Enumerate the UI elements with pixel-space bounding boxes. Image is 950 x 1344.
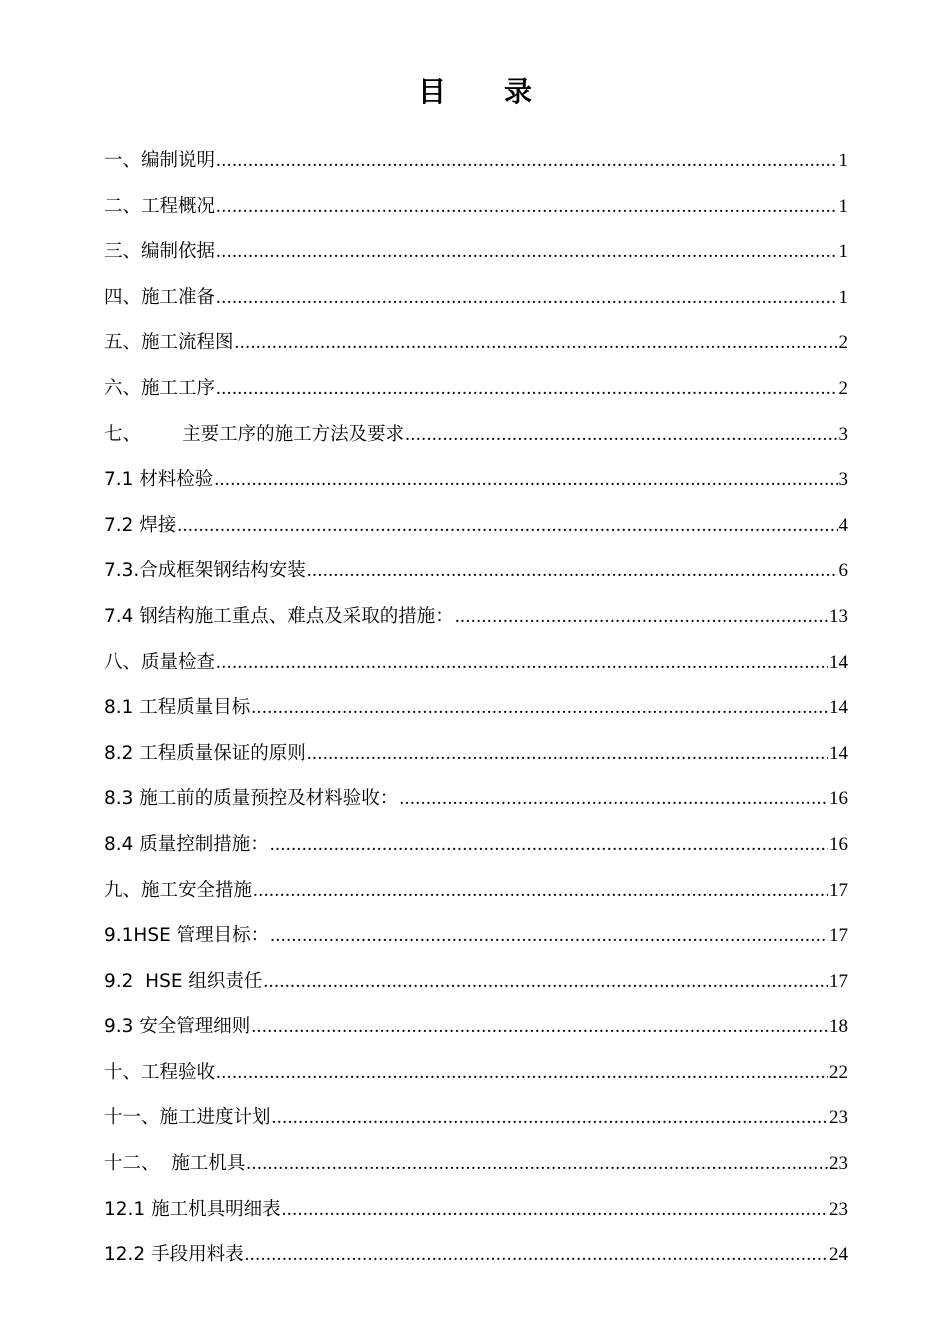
toc-entry[interactable] xyxy=(104,1004,848,1050)
dot-leader xyxy=(455,594,828,640)
toc-entry-page: 17 xyxy=(829,925,848,947)
toc-entry-label: 9.1HSE 管理目标： xyxy=(104,925,270,947)
toc-entry[interactable] xyxy=(104,1141,848,1187)
toc-entry-page: 23 xyxy=(829,1107,848,1129)
toc-entry-page: 3 xyxy=(838,469,848,491)
toc-entry-label: 八、质量检查 xyxy=(104,651,216,673)
dot-leader xyxy=(282,1187,828,1233)
dot-leader xyxy=(245,1232,828,1278)
toc-entry-page: 2 xyxy=(838,332,848,354)
toc-entry-label: 9.3 安全管理细则 xyxy=(104,1016,251,1038)
toc-entry-page: 17 xyxy=(829,970,848,992)
toc-entry[interactable] xyxy=(104,320,848,366)
dot-leader xyxy=(272,1095,828,1141)
toc-entry[interactable] xyxy=(104,503,848,549)
toc-entry-page: 6 xyxy=(838,560,848,582)
toc-entry[interactable] xyxy=(104,229,848,275)
toc-entry-label: 一、编制说明 xyxy=(104,150,216,171)
toc-entry[interactable] xyxy=(104,1187,848,1233)
dot-leader xyxy=(216,275,837,321)
toc-entry-page: 17 xyxy=(829,879,848,901)
dot-leader xyxy=(263,959,828,1005)
toc-entry[interactable] xyxy=(104,138,848,184)
toc-entry-label: 12.1 施工机具明细表 xyxy=(104,1198,281,1220)
toc-entry-page: 1 xyxy=(838,195,848,217)
toc-entry-label: 二、工程概况 xyxy=(104,195,216,217)
toc-entry[interactable] xyxy=(104,1095,848,1141)
toc-entry[interactable] xyxy=(104,959,848,1005)
toc-entry[interactable] xyxy=(104,184,848,230)
toc-entry-page: 2 xyxy=(838,377,848,399)
toc-entry-page: 1 xyxy=(838,286,848,308)
toc-entry-label: 七、 主要工序的施工方法及要求 xyxy=(104,423,405,445)
toc-entry-page: 13 xyxy=(829,605,848,627)
toc-entry-page: 18 xyxy=(829,1016,848,1038)
toc-entry-label: 7.3.合成框架钢结构安装 xyxy=(104,560,306,582)
toc-entry[interactable] xyxy=(104,776,848,822)
toc-entry-label: 五、施工流程图 xyxy=(104,332,234,354)
dot-leader xyxy=(270,822,828,868)
dot-leader xyxy=(216,184,837,230)
toc-entry-page: 14 xyxy=(829,742,848,764)
toc-entry-page: 4 xyxy=(838,514,848,536)
toc-entry[interactable] xyxy=(104,868,848,914)
dot-leader xyxy=(235,320,838,366)
dot-leader xyxy=(399,776,828,822)
toc-entry[interactable] xyxy=(104,913,848,959)
dot-leader xyxy=(251,1004,828,1050)
toc-entry-label: 十二、 施工机具 xyxy=(104,1153,246,1175)
title-char-1: 目 xyxy=(417,75,446,108)
table-of-contents xyxy=(104,138,848,1278)
toc-entry[interactable] xyxy=(104,731,848,777)
toc-entry-label: 四、施工准备 xyxy=(104,286,216,308)
toc-entry[interactable] xyxy=(104,275,848,321)
toc-entry-label: 9.2 HSE 组织责任 xyxy=(104,970,263,992)
toc-entry-page: 16 xyxy=(829,788,848,810)
toc-entry-page: 24 xyxy=(829,1244,848,1266)
toc-entry-label: 十、工程验收 xyxy=(104,1061,216,1083)
toc-entry-label: 十一、施工进度计划 xyxy=(104,1107,271,1129)
toc-entry-page: 22 xyxy=(829,1061,848,1083)
dot-leader xyxy=(270,913,828,959)
toc-entry-label: 7.2 焊接 xyxy=(104,514,177,536)
dot-leader xyxy=(216,1050,828,1096)
toc-entry[interactable] xyxy=(104,685,848,731)
toc-entry[interactable] xyxy=(104,412,848,458)
dot-leader xyxy=(177,503,837,549)
dot-leader xyxy=(405,412,837,458)
toc-entry-label: 8.1 工程质量目标 xyxy=(104,697,251,719)
page-title xyxy=(0,72,950,112)
toc-entry-page: 23 xyxy=(829,1153,848,1175)
toc-entry-label: 8.3 施工前的质量预控及材料验收： xyxy=(104,788,399,810)
toc-entry-label: 九、施工安全措施 xyxy=(104,879,253,901)
toc-entry-label: 7.1 材料检验 xyxy=(104,469,214,491)
toc-entry-label: 三、编制依据 xyxy=(104,241,216,263)
title-char-2: 录 xyxy=(504,75,533,108)
toc-entry[interactable] xyxy=(104,640,848,686)
dot-leader xyxy=(251,685,828,731)
toc-entry-label: 7.4 钢结构施工重点、难点及采取的措施： xyxy=(104,605,454,627)
toc-entry-page: 14 xyxy=(829,651,848,673)
toc-entry[interactable] xyxy=(104,548,848,594)
toc-entry-label: 8.2 工程质量保证的原则 xyxy=(104,742,306,764)
toc-entry-label: 六、施工工序 xyxy=(104,377,216,399)
toc-entry[interactable] xyxy=(104,457,848,503)
toc-entry-page: 1 xyxy=(838,241,848,263)
dot-leader xyxy=(246,1141,828,1187)
dot-leader xyxy=(307,731,828,777)
dot-leader xyxy=(214,457,837,503)
toc-entry-page: 23 xyxy=(829,1198,848,1220)
dot-leader xyxy=(216,229,837,275)
dot-leader xyxy=(216,366,837,412)
toc-entry[interactable] xyxy=(104,366,848,412)
toc-entry[interactable] xyxy=(104,1232,848,1278)
dot-leader xyxy=(307,548,838,594)
dot-leader xyxy=(216,640,828,686)
toc-entry[interactable] xyxy=(104,822,848,868)
toc-entry[interactable] xyxy=(104,1050,848,1096)
dot-leader xyxy=(253,868,828,914)
toc-entry-page: 16 xyxy=(829,833,848,855)
toc-entry-page: 14 xyxy=(829,697,848,719)
dot-leader xyxy=(216,138,837,184)
toc-entry-page: 1 xyxy=(838,150,848,171)
toc-entry-label: 8.4 质量控制措施： xyxy=(104,833,269,855)
toc-entry-label: 12.2 手段用料表 xyxy=(104,1244,244,1266)
toc-entry[interactable] xyxy=(104,594,848,640)
toc-entry-page: 3 xyxy=(838,423,848,445)
